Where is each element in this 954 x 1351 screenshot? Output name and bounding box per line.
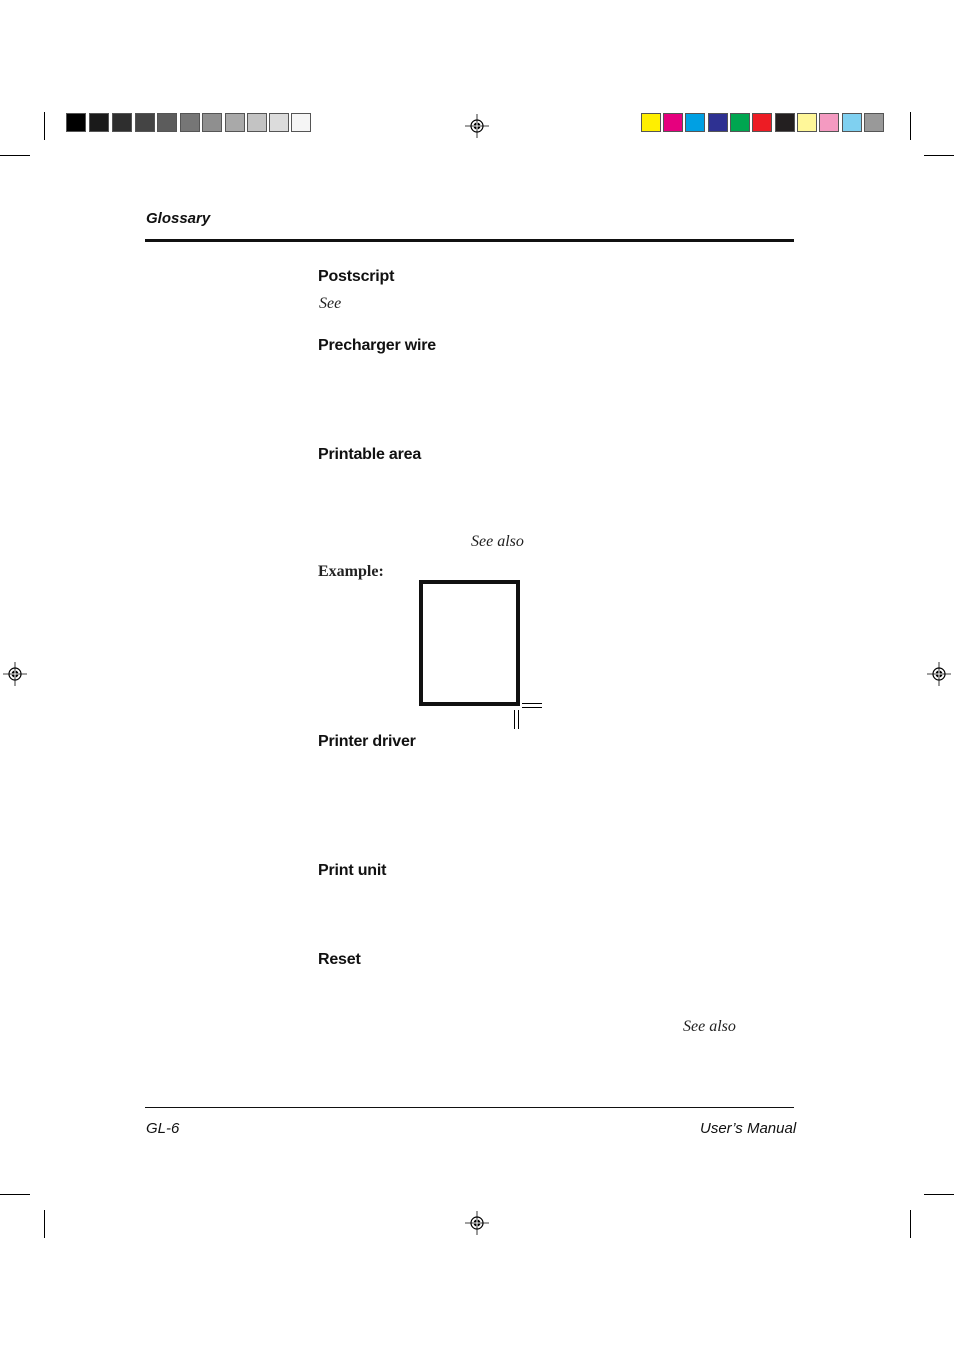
color-swatch	[685, 113, 705, 132]
crop-mark	[910, 112, 911, 140]
gray-swatch	[135, 113, 155, 132]
crop-mark	[924, 1194, 954, 1195]
margin-marker	[522, 703, 542, 704]
color-swatch	[842, 113, 862, 132]
color-swatch	[641, 113, 661, 132]
color-swatch	[819, 113, 839, 132]
color-swatch	[775, 113, 795, 132]
term-printable-area: Printable area	[318, 446, 422, 463]
page-number: GL-6	[146, 1120, 180, 1137]
gray-swatch	[225, 113, 245, 132]
section-title: Glossary	[146, 210, 211, 227]
term-printer-driver: Printer driver	[318, 733, 416, 750]
gray-swatch	[66, 113, 86, 132]
margin-marker	[518, 710, 519, 729]
gray-swatch	[157, 113, 177, 132]
see-also-reference: See also	[471, 533, 524, 550]
crop-mark	[0, 1194, 30, 1195]
crop-mark	[910, 1210, 911, 1238]
manual-title: User’s Manual	[700, 1120, 797, 1137]
header-rule	[145, 239, 794, 242]
gray-swatch	[202, 113, 222, 132]
term-reset: Reset	[318, 951, 361, 968]
color-swatch	[752, 113, 772, 132]
registration-mark-icon	[465, 1211, 489, 1235]
registration-mark-icon	[927, 662, 951, 686]
crop-mark	[44, 112, 45, 140]
margin-marker	[522, 707, 542, 708]
gray-swatch	[291, 113, 311, 132]
term-postscript: Postscript	[318, 268, 395, 285]
gray-swatch	[180, 113, 200, 132]
color-swatch	[663, 113, 683, 132]
margin-marker	[514, 710, 515, 729]
gray-swatch	[112, 113, 132, 132]
registration-mark-icon	[465, 114, 489, 138]
term-print-unit: Print unit	[318, 862, 387, 879]
color-swatch	[708, 113, 728, 132]
registration-mark-icon	[3, 662, 27, 686]
see-also-reference: See also	[683, 1018, 736, 1035]
color-swatch	[864, 113, 884, 132]
see-reference: See	[319, 295, 342, 312]
crop-mark	[0, 155, 30, 156]
term-precharger-wire: Precharger wire	[318, 337, 436, 354]
footer-rule	[145, 1107, 794, 1108]
color-swatch	[797, 113, 817, 132]
crop-mark	[44, 1210, 45, 1238]
printable-area-diagram	[419, 580, 520, 706]
color-swatch	[730, 113, 750, 132]
gray-swatch	[89, 113, 109, 132]
gray-swatch	[247, 113, 267, 132]
crop-mark	[924, 155, 954, 156]
gray-swatch	[269, 113, 289, 132]
example-label: Example:	[318, 563, 384, 580]
